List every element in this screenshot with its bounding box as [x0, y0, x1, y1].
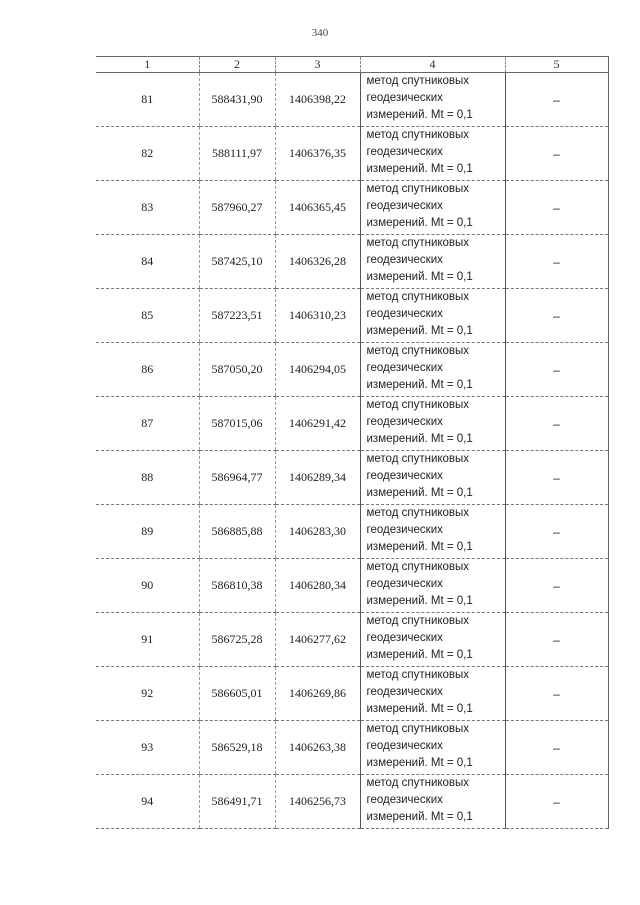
point-number-cell: 92: [96, 667, 199, 721]
table-row: [96, 127, 608, 181]
method-line: метод спутниковых: [366, 399, 470, 411]
point-number-cell: 87: [96, 397, 199, 451]
point-number-cell: 85: [96, 289, 199, 343]
x-coordinate-cell: 586885,88: [199, 505, 275, 559]
point-number-cell: 90: [96, 559, 199, 613]
method-cell: [360, 397, 505, 451]
point-number-cell: 82: [96, 127, 199, 181]
table-row: [96, 289, 608, 343]
column-header: 3: [275, 57, 360, 73]
method-line: измерений. Mt = 0,1: [366, 811, 473, 823]
method-line: геодезических: [366, 578, 443, 590]
note-cell: –: [505, 505, 608, 559]
method-line: метод спутниковых: [366, 183, 470, 195]
y-coordinate-cell: 1406289,34: [275, 451, 360, 505]
point-number-cell: 91: [96, 613, 199, 667]
x-coordinate-cell: 587015,06: [199, 397, 275, 451]
method-cell: [360, 505, 505, 559]
column-header: 2: [199, 57, 275, 73]
method-cell: [360, 289, 505, 343]
method-line: геодезических: [366, 146, 443, 158]
method-line: геодезических: [366, 362, 443, 374]
y-coordinate-cell: 1406326,28: [275, 235, 360, 289]
note-cell: –: [505, 181, 608, 235]
method-line: измерений. Mt = 0,1: [366, 325, 473, 337]
method-line: метод спутниковых: [366, 291, 470, 303]
method-line: геодезических: [366, 416, 443, 428]
table-row: [96, 235, 608, 289]
method-cell: [360, 451, 505, 505]
note-cell: –: [505, 451, 608, 505]
note-cell: –: [505, 289, 608, 343]
method-line: геодезических: [366, 92, 443, 104]
method-line: измерений. Mt = 0,1: [366, 163, 473, 175]
x-coordinate-cell: 588431,90: [199, 73, 275, 127]
method-cell: [360, 235, 505, 289]
method-line: измерений. Mt = 0,1: [366, 109, 473, 121]
table-row: [96, 505, 608, 559]
y-coordinate-cell: 1406398,22: [275, 73, 360, 127]
note-cell: –: [505, 613, 608, 667]
table-row: [96, 775, 608, 829]
method-line: геодезических: [366, 794, 443, 806]
y-coordinate-cell: 1406294,05: [275, 343, 360, 397]
table-header-row: [96, 57, 608, 73]
method-line: измерений. Mt = 0,1: [366, 649, 473, 661]
y-coordinate-cell: 1406376,35: [275, 127, 360, 181]
method-line: измерений. Mt = 0,1: [366, 217, 473, 229]
y-coordinate-cell: 1406365,45: [275, 181, 360, 235]
y-coordinate-cell: 1406310,23: [275, 289, 360, 343]
point-number-cell: 86: [96, 343, 199, 397]
method-cell: [360, 667, 505, 721]
method-line: геодезических: [366, 524, 443, 536]
point-number-cell: 81: [96, 73, 199, 127]
x-coordinate-cell: 587960,27: [199, 181, 275, 235]
method-line: метод спутниковых: [366, 777, 470, 789]
method-line: геодезических: [366, 308, 443, 320]
method-line: измерений. Mt = 0,1: [366, 271, 473, 283]
method-cell: [360, 127, 505, 181]
table-row: [96, 559, 608, 613]
method-line: геодезических: [366, 686, 443, 698]
table-row: [96, 181, 608, 235]
y-coordinate-cell: 1406291,42: [275, 397, 360, 451]
method-cell: [360, 559, 505, 613]
method-line: метод спутниковых: [366, 237, 470, 249]
column-header: 4: [360, 57, 505, 73]
method-line: метод спутниковых: [366, 561, 470, 573]
point-number-cell: 83: [96, 181, 199, 235]
table-row: [96, 451, 608, 505]
method-line: геодезических: [366, 200, 443, 212]
method-cell: [360, 775, 505, 829]
x-coordinate-cell: 586964,77: [199, 451, 275, 505]
x-coordinate-cell: 586605,01: [199, 667, 275, 721]
method-line: геодезических: [366, 254, 443, 266]
table-row: [96, 667, 608, 721]
method-line: метод спутниковых: [366, 615, 470, 627]
point-number-cell: 94: [96, 775, 199, 829]
column-header: 5: [505, 57, 608, 73]
x-coordinate-cell: 587223,51: [199, 289, 275, 343]
y-coordinate-cell: 1406280,34: [275, 559, 360, 613]
point-number-cell: 84: [96, 235, 199, 289]
note-cell: –: [505, 559, 608, 613]
method-line: измерений. Mt = 0,1: [366, 757, 473, 769]
method-line: метод спутниковых: [366, 453, 470, 465]
y-coordinate-cell: 1406277,62: [275, 613, 360, 667]
method-line: измерений. Mt = 0,1: [366, 541, 473, 553]
table-body: [96, 73, 608, 829]
point-number-cell: 88: [96, 451, 199, 505]
method-line: метод спутниковых: [366, 129, 470, 141]
point-number-cell: 89: [96, 505, 199, 559]
note-cell: –: [505, 343, 608, 397]
method-line: геодезических: [366, 632, 443, 644]
x-coordinate-cell: 587050,20: [199, 343, 275, 397]
method-line: метод спутниковых: [366, 723, 470, 735]
method-line: измерений. Mt = 0,1: [366, 487, 473, 499]
x-coordinate-cell: 586529,18: [199, 721, 275, 775]
page-number: 340: [311, 27, 329, 39]
y-coordinate-cell: 1406283,30: [275, 505, 360, 559]
y-coordinate-cell: 1406256,73: [275, 775, 360, 829]
table-row: [96, 613, 608, 667]
x-coordinate-cell: 587425,10: [199, 235, 275, 289]
method-cell: [360, 343, 505, 397]
note-cell: –: [505, 721, 608, 775]
method-line: метод спутниковых: [366, 75, 470, 87]
method-line: геодезических: [366, 470, 443, 482]
note-cell: –: [505, 397, 608, 451]
coordinates-table: [96, 56, 609, 829]
x-coordinate-cell: 588111,97: [199, 127, 275, 181]
method-cell: [360, 73, 505, 127]
table-row: [96, 73, 608, 127]
table-row: [96, 721, 608, 775]
x-coordinate-cell: 586491,71: [199, 775, 275, 829]
table-row: [96, 397, 608, 451]
method-line: метод спутниковых: [366, 507, 470, 519]
table-row: [96, 343, 608, 397]
note-cell: –: [505, 775, 608, 829]
note-cell: –: [505, 667, 608, 721]
method-cell: [360, 721, 505, 775]
note-cell: –: [505, 127, 608, 181]
column-header: 1: [96, 57, 199, 73]
method-cell: [360, 613, 505, 667]
point-number-cell: 93: [96, 721, 199, 775]
x-coordinate-cell: 586810,38: [199, 559, 275, 613]
y-coordinate-cell: 1406269,86: [275, 667, 360, 721]
method-line: измерений. Mt = 0,1: [366, 703, 473, 715]
method-line: измерений. Mt = 0,1: [366, 433, 473, 445]
y-coordinate-cell: 1406263,38: [275, 721, 360, 775]
x-coordinate-cell: 586725,28: [199, 613, 275, 667]
method-line: геодезических: [366, 740, 443, 752]
method-line: измерений. Mt = 0,1: [366, 595, 473, 607]
method-line: метод спутниковых: [366, 345, 470, 357]
method-line: метод спутниковых: [366, 669, 470, 681]
method-cell: [360, 181, 505, 235]
note-cell: –: [505, 73, 608, 127]
method-line: измерений. Mt = 0,1: [366, 379, 473, 391]
note-cell: –: [505, 235, 608, 289]
